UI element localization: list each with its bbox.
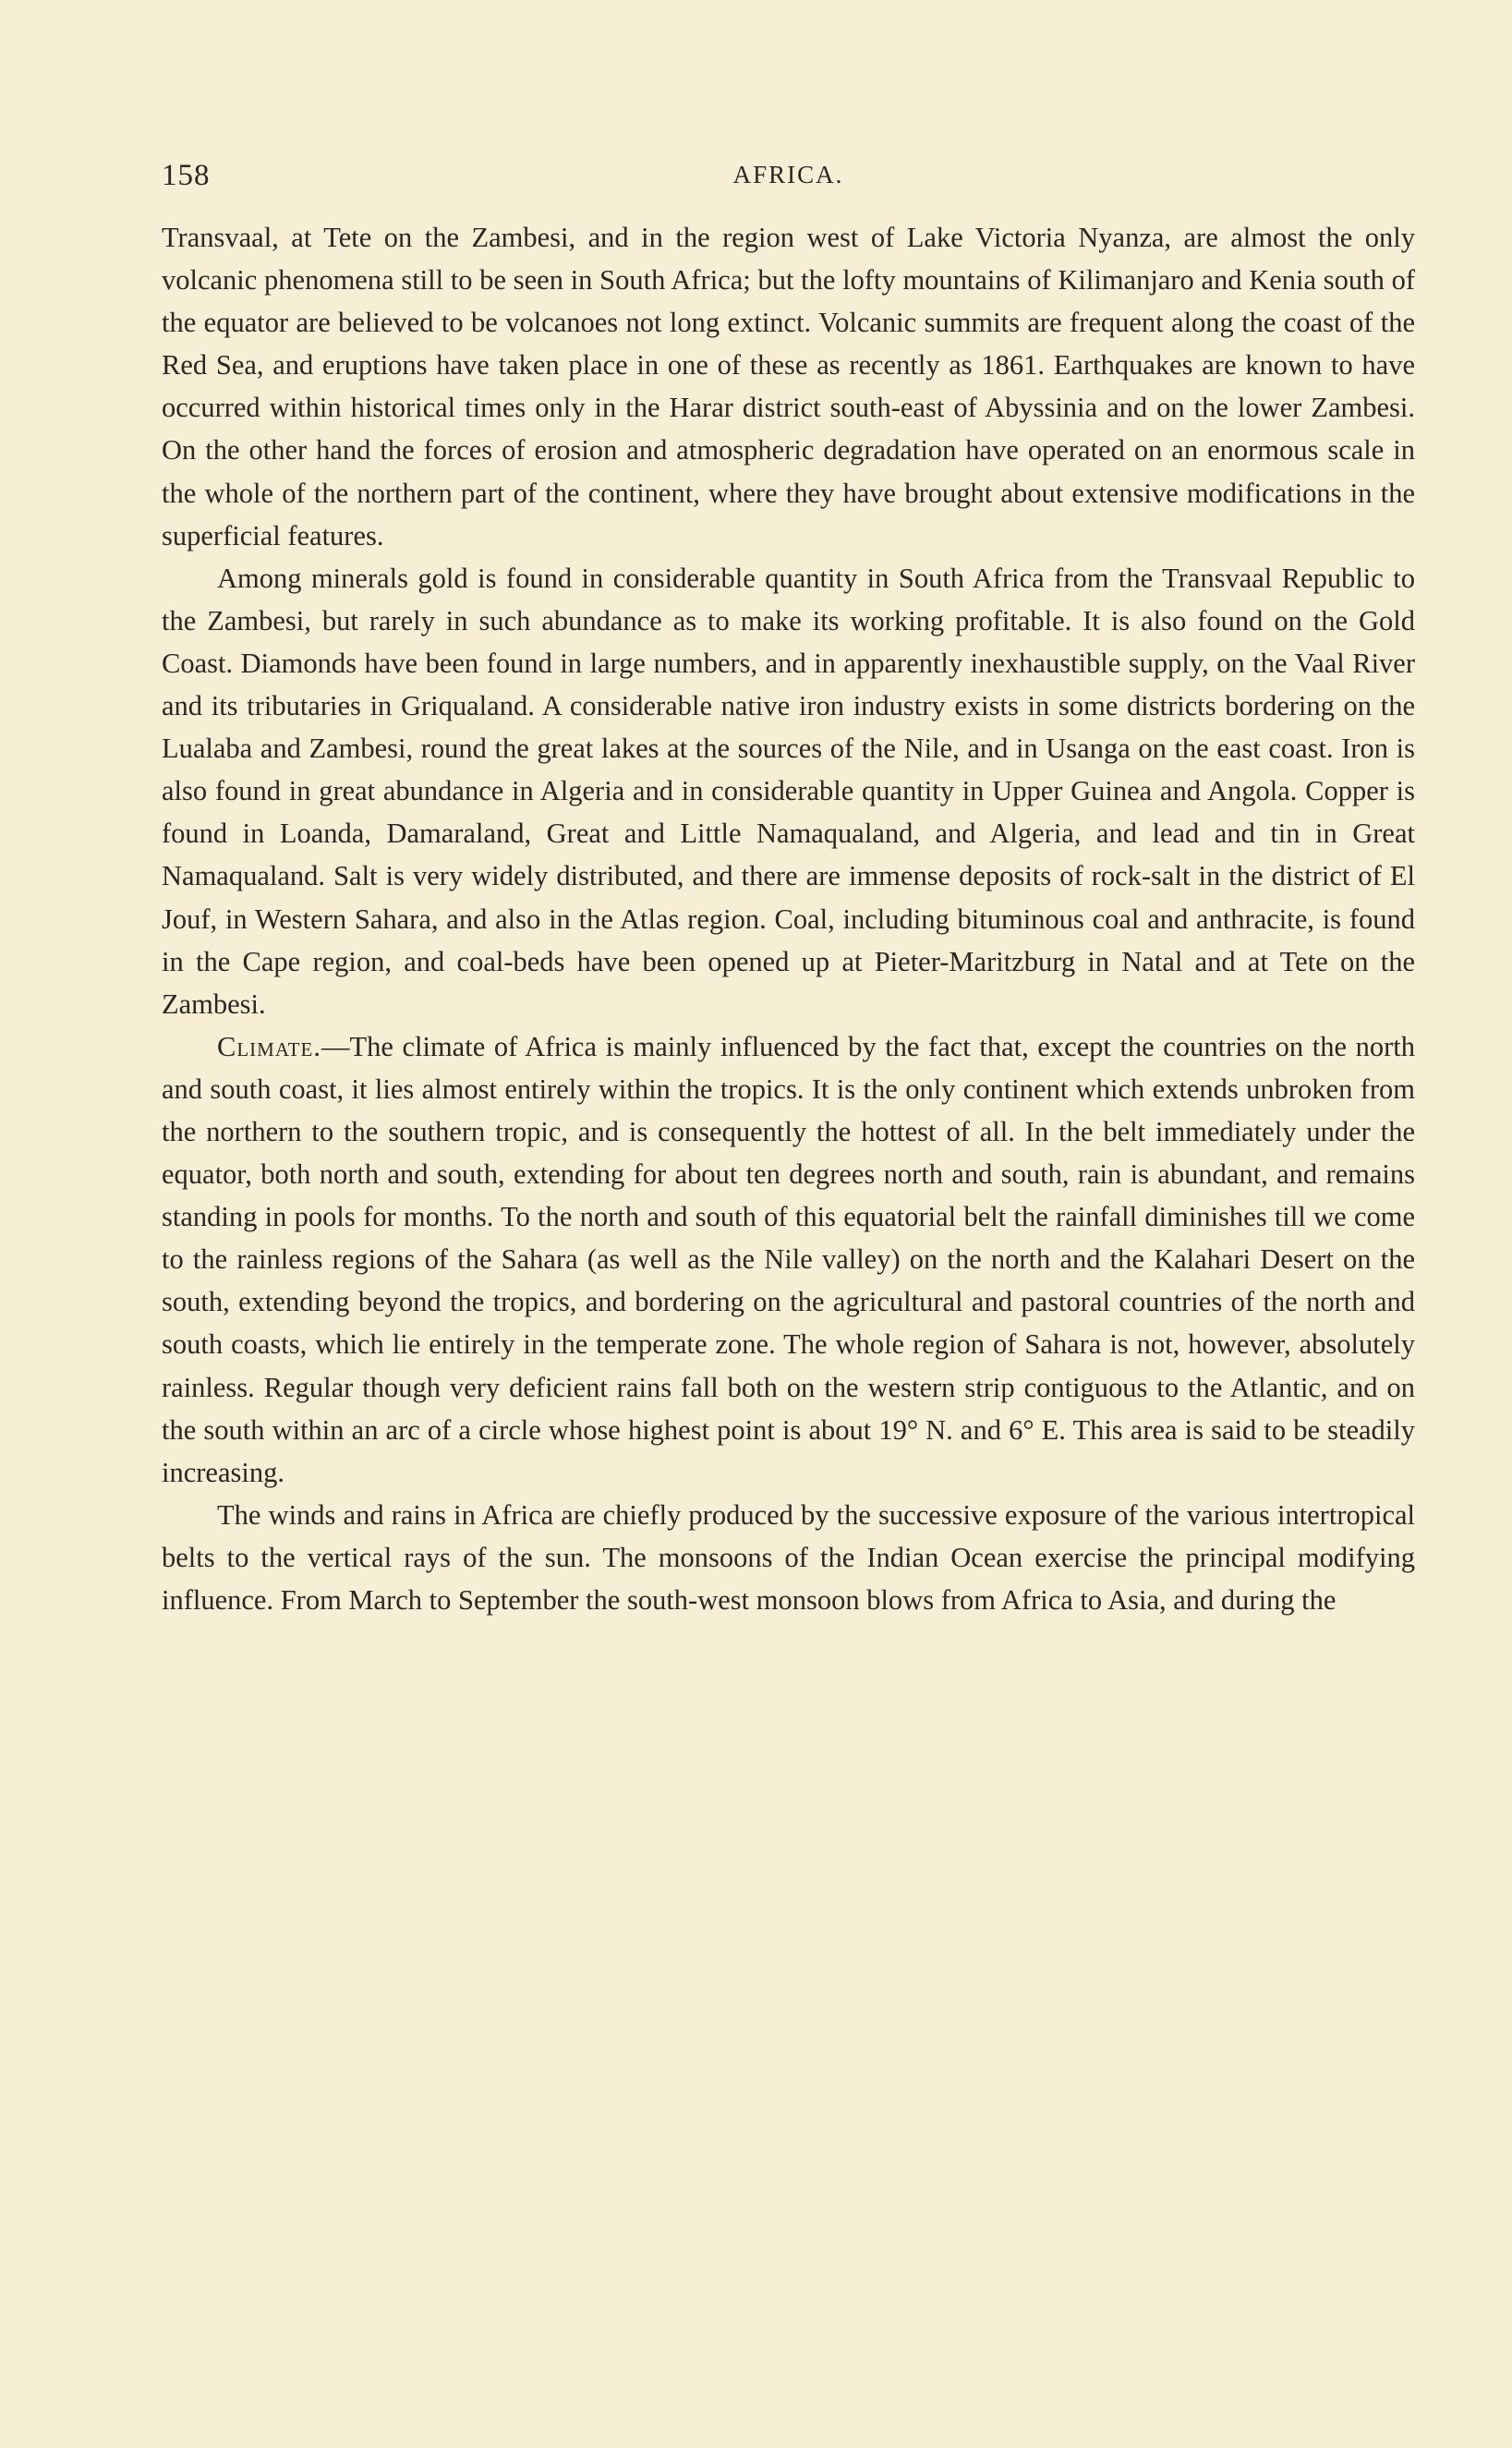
paragraph-winds [162, 1494, 1415, 1621]
paragraph-minerals [162, 557, 1415, 1025]
paragraph-text: Transvaal, at Tete on the Zambesi, and in the region west of Lake Victoria Nyanza, are almost the only volcanic phenomena still to be seen in South Africa; but the lofty mountains of Kilimanjaro and Kenia south of the equator are believed to be volcanoes not long extinct. Volcanic summits are frequent along the coast of the Red Sea, and eruptions have taken place in one of these as recently as 1861. Earthquakes are known to have occurred within historical times only in the Harar district south-east of Abyssinia and on the lower Zambesi. On the other hand the forces of erosion and atmospheric degradation have operated on an enormous scale in the whole of the northern part of the continent, where they have brought about extensive modifications in the superficial features. [162, 222, 1415, 551]
page-header [162, 159, 1415, 201]
paragraph-text: —The climate of Africa is mainly influenced by the fact that, except the countries on the north and south coast, it lies almost entirely within the tropics. It is the only continent which extends unbroken from the northern to the southern tropic, and is consequently the hottest of all. In the belt immediately under the equator, both north and south, extending for about ten degrees north and south, rain is abundant, and remains standing in pools for months. To the north and south of this equatorial belt the rainfall diminishes till we come to the rainless regions of the Sahara (as well as the Nile valley) on the north and the Kalahari Desert on the south, extending beyond the tropics, and bordering on the agricultural and pastoral countries of the north and south coasts, which lie entirely in the temperate zone. The whole region of Sahara is not, however, absolutely rainless. Regular though very deficient rains fall both on the western strip contiguous to the Atlantic, and on the south within an arc of a circle whose highest point is about 19° N. and 6° E. This area is said to be steadily increasing. [162, 1030, 1415, 1488]
section-lead-climate: Climate. [217, 1030, 321, 1062]
page-number: 158 [162, 159, 211, 192]
body-text [162, 216, 1415, 1621]
paragraph-climate [162, 1025, 1415, 1494]
paragraph-text: The winds and rains in Africa are chiefly produced by the successive exposure of the various intertropical belts to the vertical rays of the sun. The monsoons of the Indian Ocean exercise the principal modifying influence. From March to September the south-west monsoon blows from Africa to Asia, and during the [162, 1498, 1415, 1616]
paragraph-text: Among minerals gold is found in considerable quantity in South Africa from the Transvaal Republic to the Zambesi, but rarely in such abundance as to make its working profitable. It is also found on the Gold Coast. Diamonds have been found in large numbers, and in apparently inexhaustible supply, on the Vaal River and its tributaries in Griqualand. A considerable native iron industry exists in some districts bordering on the Lualaba and Zambesi, round the great lakes at the sources of the Nile, and in Usanga on the east coast. Iron is also found in great abundance in Algeria and in considerable quantity in Upper Guinea and Angola. Copper is found in Loanda, Damaraland, Great and Little Namaqualand, and Algeria, and lead and tin in Great Namaqualand. Salt is very widely distributed, and there are immense deposits of rock-salt in the district of El Jouf, in Western Sahara, and also in the Atlas region. Coal, including bituminous coal and anthracite, is found in the Cape region, and coal-beds have been opened up at Pieter-Maritzburg in Natal and at Tete on the Zambesi. [162, 562, 1415, 1020]
paragraph-volcanic [162, 216, 1415, 557]
running-title: AFRICA. [732, 161, 844, 188]
